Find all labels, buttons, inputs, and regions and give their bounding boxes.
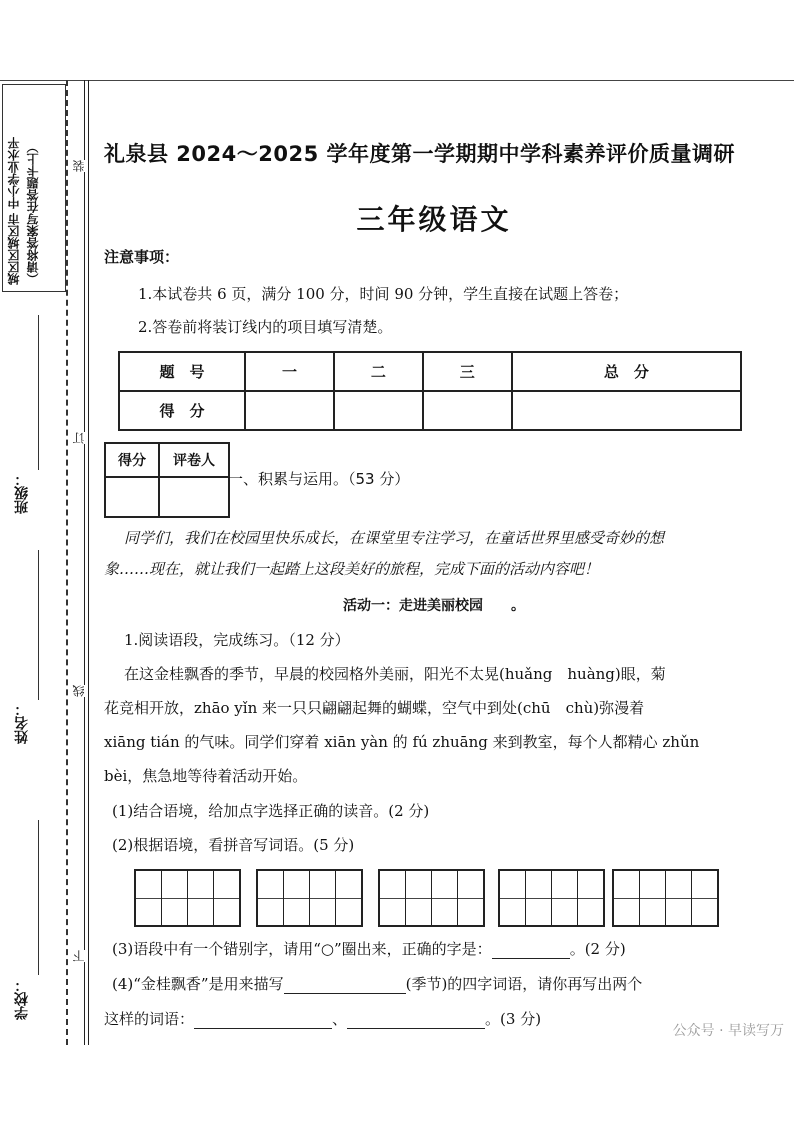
passage-line-4: bèi，焦急地等待着活动开始。 (104, 767, 308, 785)
section-1-heading: 一、积累与运用。（53 分） (228, 470, 410, 488)
grader-score-label: 得分 (105, 443, 159, 477)
intro-line-1: 同学们，我们在校园里快乐成长，在课堂里专注学习，在童话世界里感受奇妙的想 (124, 529, 665, 547)
class-label: 班级： (14, 472, 30, 514)
sub-question-3-points: 。(2 分) (569, 940, 626, 958)
score-row-label: 得 分 (119, 391, 245, 430)
passage-line-2: 花竞相开放，zhāo yǐn 来一只只翩翩起舞的蝴蝶，空气中到处(chū chù)弥漫着 (104, 699, 645, 717)
score-header-cell: 三 (423, 352, 512, 391)
score-cell[interactable] (245, 391, 334, 430)
answer-blank[interactable] (347, 1012, 485, 1029)
score-table (118, 351, 742, 431)
sub-question-3-text: (3)语段中有一个错别字，请用“○”圈出来，正确的字是： (112, 940, 492, 958)
answer-blank[interactable] (492, 942, 570, 959)
pinyin-answer-grid[interactable] (134, 869, 241, 927)
name-field[interactable] (38, 550, 39, 700)
pinyin-answer-grid[interactable] (378, 869, 485, 927)
grader-table (104, 442, 230, 518)
score-cell[interactable] (423, 391, 512, 430)
mark-ding: 订 (72, 432, 86, 444)
separator: 、 (332, 1010, 348, 1028)
cut-line-dashed (66, 80, 68, 1045)
notice-item-1: 1.本试卷共 6 页，满分 100 分，时间 90 分钟，学生直接在试题上答卷； (138, 285, 629, 303)
pinyin-answer-grid[interactable] (498, 869, 605, 927)
passage-line-3: xiāng tián 的气味。同学们穿着 xiān yàn 的 fú zhuāng 来到教室，每个人都精心 zhǔn (104, 733, 700, 751)
sub-question-4-text: (4)“金桂飘香”是用来描写 (112, 975, 284, 993)
pinyin-answer-grid[interactable] (256, 869, 363, 927)
binding-strip (0, 80, 92, 1045)
score-header-cell: 一 (245, 352, 334, 391)
sub-question-4-line-2 (104, 1008, 541, 1029)
mark-xian: 线 (72, 685, 86, 697)
sub-question-4-points: 。(3 分) (485, 1010, 542, 1028)
sub-question-1: (1)结合语境，给加点字选择正确的读音。(2 分) (112, 802, 430, 820)
sub-question-4 (112, 973, 642, 994)
school-field[interactable] (38, 820, 39, 975)
answer-blank[interactable] (194, 1012, 332, 1029)
activity-1-heading: 活动一：走进美丽校园 。 (343, 598, 525, 614)
exam-subtitle: 三年级语文 (356, 203, 512, 236)
score-header-cell: 题 号 (119, 352, 245, 391)
binding-line-inner (84, 80, 85, 1045)
score-header-cell: 二 (334, 352, 423, 391)
intro-line-2: 象……现在，就让我们一起踏上这段美好的旅程，完成下面的活动内容吧！ (104, 560, 600, 578)
pinyin-answer-grid[interactable] (612, 869, 719, 927)
name-label: 姓名： (14, 702, 30, 744)
exam-title: 礼泉县 2024～2025 学年度第一学期期中学科素养评价质量调研 (104, 142, 736, 166)
sub-question-4-text-2: (季节)的四字词语，请你再写出两个 (405, 975, 643, 993)
mark-xia: 下 (72, 950, 86, 962)
question-1-title: 1.阅读语段，完成练习。（12 分） (124, 631, 350, 649)
answer-blank[interactable] (284, 977, 406, 994)
grader-reviewer-label: 评卷人 (159, 443, 229, 477)
binding-line (88, 80, 89, 1045)
notice-item-2: 2.答卷前将装订线内的项目填写清楚。 (138, 318, 393, 336)
score-cell[interactable] (512, 391, 741, 430)
scan-top-edge (0, 80, 794, 81)
mark-zhuang: 装 (72, 160, 86, 172)
grader-reviewer-cell[interactable] (159, 477, 229, 517)
school-label: 学校： (14, 978, 30, 1020)
sub-question-3 (112, 938, 626, 959)
box-text-2: （请将答案写在答题卡上） (26, 141, 40, 285)
exam-page (0, 80, 794, 1045)
sub-question-2: (2)根据语境，看拼音写词语。(5 分) (112, 836, 355, 854)
grader-score-cell[interactable] (105, 477, 159, 517)
score-table-row (119, 391, 741, 430)
score-header-cell: 总 分 (512, 352, 741, 391)
class-field[interactable] (38, 315, 39, 470)
score-cell[interactable] (334, 391, 423, 430)
sub-question-4-text-3: 这样的词语： (104, 1010, 195, 1028)
score-table-header-row (119, 352, 741, 391)
passage-line-1: 在这金桂飘香的季节，早晨的校园格外美丽，阳光不太晃(huǎng huàng)眼，菊 (124, 665, 666, 683)
box-text-1: 城区区城区市 中小学业水平 (7, 136, 21, 285)
watermark: 公众号 · 早读写万 (672, 1023, 784, 1039)
notice-heading: 注意事项： (104, 248, 180, 266)
